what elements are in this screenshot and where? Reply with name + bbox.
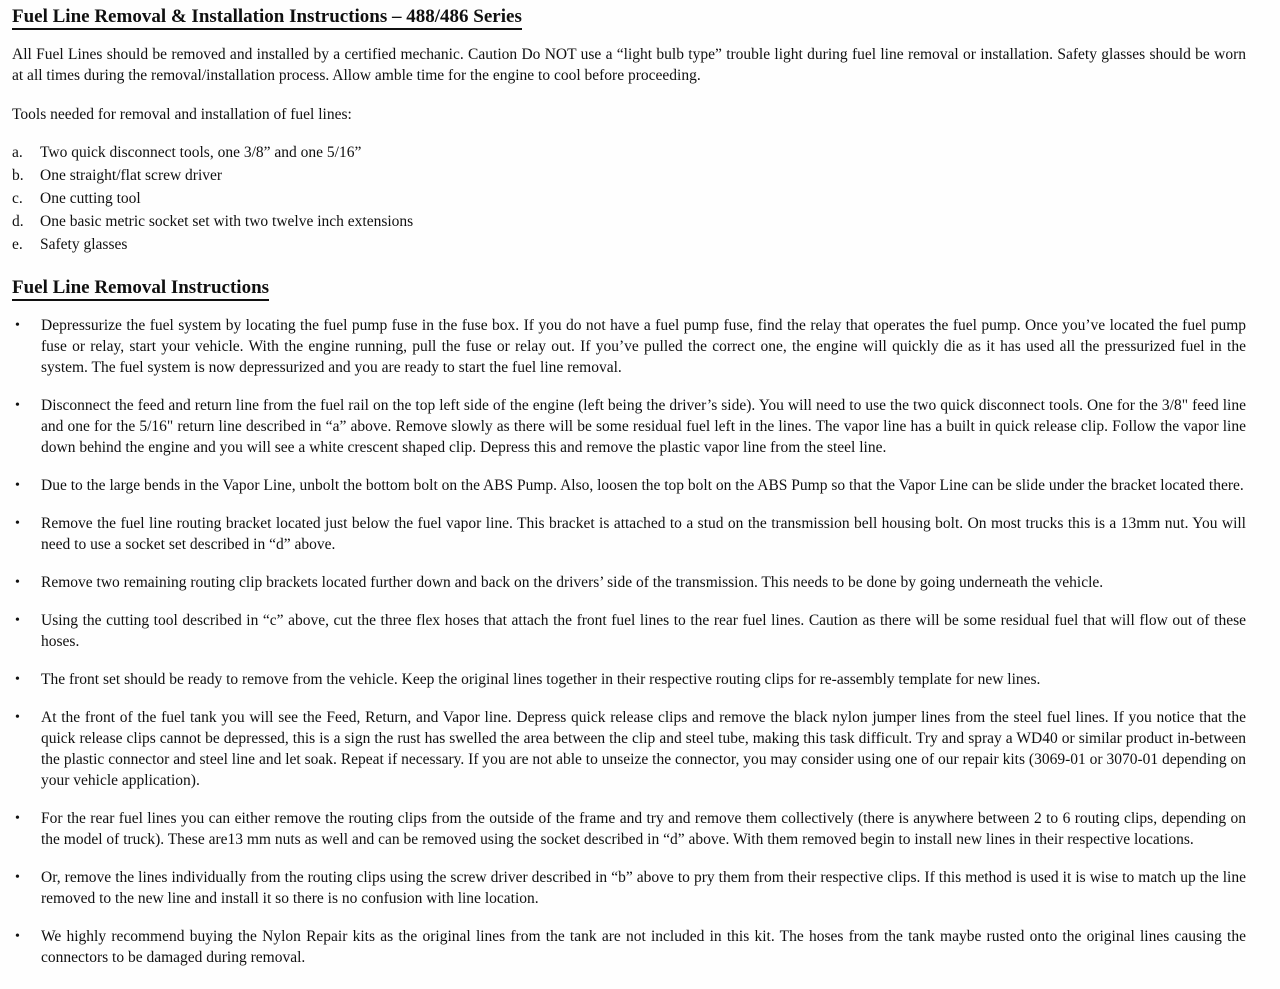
bullet-icon: • <box>15 672 20 687</box>
bullet-icon: • <box>15 929 20 944</box>
tool-item <box>12 165 1246 186</box>
tool-item-marker: e. <box>12 236 23 253</box>
step-text: At the front of the fuel tank you will see the Feed, Return, and Vapor line. Depress quick release clips and remove the black nylon jumper lines from the steel fuel lines. If you notice that the quick release clips cannot be depressed, this is a sign the rust has swelled the area between the clip and steel tube, making this task difficult. Try and spray a WD40 or similar product in-between the plastic connector and steel line and let soak. Repeat if necessary. If you are not able to unseize the connector, you may consider using one of our repair kits (3069-01 or 3070-01 depending on your vehicle application). <box>41 709 1246 789</box>
section-title-text: Fuel Line Removal Instructions <box>12 277 269 301</box>
tool-item-text: Two quick disconnect tools, one 3/8” and one 5/16” <box>40 144 362 161</box>
intro-paragraph: All Fuel Lines should be removed and installed by a certified mechanic. Caution Do NOT use a “light bulb type” trouble light during fuel line removal or installation. Safety glasses should be worn at all times during the removal/installation process. Allow amble time for the engine to cool before proceeding. <box>12 46 1246 84</box>
step-item <box>12 610 1246 652</box>
step-item <box>12 926 1246 968</box>
bullet-icon: • <box>15 575 20 590</box>
step-text: Due to the large bends in the Vapor Line, unbolt the bottom bolt on the ABS Pump. Also, loosen the top bolt on the ABS Pump so that the Vapor Line can be slide under the bracket located there. <box>41 477 1244 494</box>
tool-item <box>12 142 1246 163</box>
step-item <box>12 475 1246 496</box>
tool-item-marker: c. <box>12 190 23 207</box>
steps-list <box>12 315 1246 968</box>
step-item <box>12 572 1246 593</box>
bullet-icon: • <box>15 318 20 333</box>
bullet-icon: • <box>15 478 20 493</box>
tools-list <box>12 142 1246 255</box>
step-text: Remove the fuel line routing bracket located just below the fuel vapor line. This bracket is attached to a stud on the transmission bell housing bolt. On most trucks this is a 13mm nut. You will need to use a socket set described in “d” above. <box>41 515 1246 553</box>
bullet-icon: • <box>15 516 20 531</box>
step-item <box>12 315 1246 378</box>
step-text: We highly recommend buying the Nylon Repair kits as the original lines from the tank are not included in this kit. The hoses from the tank maybe rusted onto the original lines causing the connectors to be damaged during removal. <box>41 928 1246 966</box>
tool-item-text: One cutting tool <box>40 190 141 207</box>
tools-intro-text: Tools needed for removal and installation of fuel lines: <box>12 106 352 123</box>
section-title <box>12 276 1246 300</box>
page-title <box>12 5 1246 29</box>
tool-item-text: Safety glasses <box>40 236 128 253</box>
step-text: Using the cutting tool described in “c” above, cut the three flex hoses that attach the front fuel lines to the rear fuel lines. Caution as there will be some residual fuel that will flow out of these hoses. <box>41 612 1246 650</box>
tool-item <box>12 188 1246 209</box>
step-text: Depressurize the fuel system by locating the fuel pump fuse in the fuse box. If you do not have a fuel pump fuse, find the relay that operates the fuel pump. Once you’ve located the fuel pump fuse or relay, start your vehicle. With the engine running, pull the fuse or relay out. If you’ve pulled the correct one, the engine will quickly die as it has used all the pressurized fuel in the system. The fuel system is now depressurized and you are ready to start the fuel line removal. <box>41 317 1246 376</box>
step-item <box>12 867 1246 909</box>
step-item <box>12 707 1246 791</box>
step-text: Remove two remaining routing clip brackets located further down and back on the drivers’ side of the transmission. This needs to be done by going underneath the vehicle. <box>41 574 1104 591</box>
tool-item <box>12 211 1246 232</box>
step-text: For the rear fuel lines you can either remove the routing clips from the outside of the frame and try and remove them collectively (there is anywhere between 2 to 6 routing clips, depending on the model of truck). These are13 mm nuts as well and can be removed using the socket described in “d” above. With them removed begin to install new lines in their respective locations. <box>41 810 1246 848</box>
page-title-text: Fuel Line Removal & Installation Instructions – 488/486 Series <box>12 6 522 30</box>
tool-item-text: One straight/flat screw driver <box>40 167 223 184</box>
step-item <box>12 808 1246 850</box>
step-item <box>12 395 1246 458</box>
bullet-icon: • <box>15 870 20 885</box>
step-item <box>12 513 1246 555</box>
tool-item-text: One basic metric socket set with two twelve inch extensions <box>40 213 414 230</box>
tool-item <box>12 234 1246 255</box>
step-text: The front set should be ready to remove from the vehicle. Keep the original lines together in their respective routing clips for re-assembly template for new lines. <box>41 671 1041 688</box>
tool-item-marker: b. <box>12 167 24 184</box>
bullet-icon: • <box>15 811 20 826</box>
bullet-icon: • <box>15 613 20 628</box>
bullet-icon: • <box>15 398 20 413</box>
tool-item-marker: d. <box>12 213 24 230</box>
tool-item-marker: a. <box>12 144 23 161</box>
bullet-icon: • <box>15 710 20 725</box>
step-text: Or, remove the lines individually from the routing clips using the screw driver described in “b” above to pry them from their respective clips. If this method is used it is wise to match up the line removed to the new line and install it so there is no confusion with line location. <box>41 869 1246 907</box>
step-text: Disconnect the feed and return line from the fuel rail on the top left side of the engine (left being the driver’s side). You will need to use the two quick disconnect tools. One for the 3/8" feed line and one for the 5/16" return line described in “a” above. Remove slowly as there will be some residual fuel left in the lines. The vapor line has a built in quick release clip. Follow the vapor line down behind the engine and you will see a white crescent shaped clip. Depress this and remove the plastic vapor line from the steel line. <box>41 397 1246 456</box>
step-item <box>12 669 1246 690</box>
